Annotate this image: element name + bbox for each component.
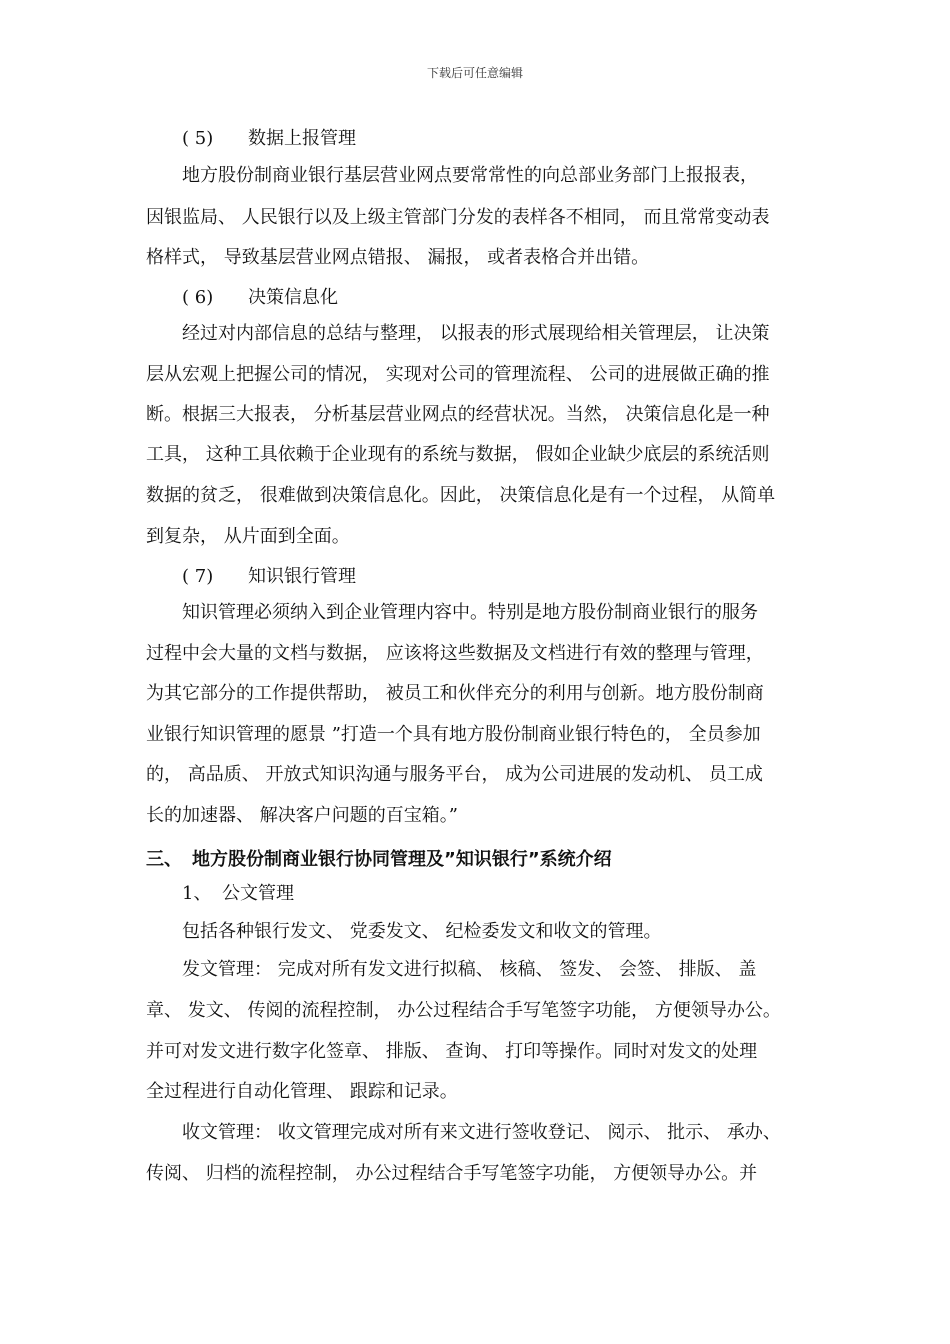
paragraph-line: 收文管理： 收文管理完成对所有来文进行签收登记、 阅示、 批示、 承办、 (182, 1122, 781, 1143)
paragraph-line: 因银监局、 人民银行以及上级主管部门分发的表样各不相同， 而且常常变动表 (146, 207, 770, 228)
paragraph-line: 的， 高品质、 开放式知识沟通与服务平台， 成为公司进展的发动机、 员工成 (146, 764, 763, 785)
paragraph-line: 数据的贫乏， 很难做到决策信息化。因此， 决策信息化是有一个过程， 从简单 (146, 485, 776, 506)
paragraph-line: 格样式， 导致基层营业网点错报、 漏报， 或者表格合并出错。 (146, 247, 650, 268)
item-title: 决策信息化 (248, 287, 338, 308)
item-number: ( 5) (182, 128, 214, 149)
item-title: 数据上报管理 (248, 128, 356, 149)
paragraph-line: 地方股份制商业银行基层营业网点要常常性的向总部业务部门上报报表， (182, 165, 758, 186)
item-title: 知识银行管理 (248, 566, 356, 587)
paragraph-line: 工具， 这种工具依赖于企业现有的系统与数据， 假如企业缺少底层的系统活则 (146, 444, 770, 465)
paragraph-line: 过程中会大量的文档与数据， 应该将这些数据及文档进行有效的整理与管理， (146, 643, 764, 664)
paragraph-line: 知识管理必须纳入到企业管理内容中。特别是地方股份制商业银行的服务 (182, 602, 758, 623)
section-title: 地方股份制商业银行协同管理及”知识银行”系统介绍 (192, 849, 612, 870)
item-heading-6 (182, 286, 338, 310)
paragraph-line: 长的加速器、 解决客户问题的百宝箱。” (146, 805, 458, 826)
section-heading-3 (146, 845, 612, 871)
item-number: ( 6) (182, 287, 214, 308)
paragraph-line: 断。根据三大报表， 分析基层营业网点的经营状况。当然， 决策信息化是一种 (146, 404, 770, 425)
subsection-heading-1 (182, 882, 294, 906)
page-header-note: 下载后可任意编辑 (426, 66, 523, 80)
subsection-title: 公文管理 (222, 883, 294, 904)
item-heading-7 (182, 565, 356, 589)
paragraph-line: 为其它部分的工作提供帮助， 被员工和伙伴充分的利用与创新。地方股份制商 (146, 683, 764, 704)
paragraph-line: 业银行知识管理的愿景 ”打造一个具有地方股份制商业银行特色的， 全员参加 (146, 724, 761, 745)
paragraph-line: 传阅、 归档的流程控制， 办公过程结合手写笔签字功能， 方便领导办公。并 (146, 1163, 758, 1184)
item-number: ( 7) (182, 566, 214, 587)
section-number: 三、 (146, 849, 182, 870)
paragraph-line: 经过对内部信息的总结与整理， 以报表的形式展现给相关管理层， 让决策 (182, 323, 770, 344)
paragraph-line: 发文管理： 完成对所有发文进行拟稿、 核稿、 签发、 会签、 排版、 盖 (182, 959, 757, 980)
paragraph-line: 包括各种银行发文、 党委发文、 纪检委发文和收文的管理。 (182, 921, 662, 942)
paragraph-line: 到复杂， 从片面到全面。 (146, 526, 350, 547)
paragraph-line: 并可对发文进行数字化签章、 排版、 查询、 打印等操作。同时对发文的处理 (146, 1041, 758, 1062)
paragraph-line: 层从宏观上把握公司的情况， 实现对公司的管理流程、 公司的进展做正确的推 (146, 364, 770, 385)
paragraph-line: 章、 发文、 传阅的流程控制， 办公过程结合手写笔签字功能， 方便领导办公。 (146, 1000, 781, 1021)
paragraph-line: 全过程进行自动化管理、 跟踪和记录。 (146, 1081, 458, 1102)
item-heading-5 (182, 127, 356, 151)
subsection-number: 1、 (182, 883, 212, 904)
